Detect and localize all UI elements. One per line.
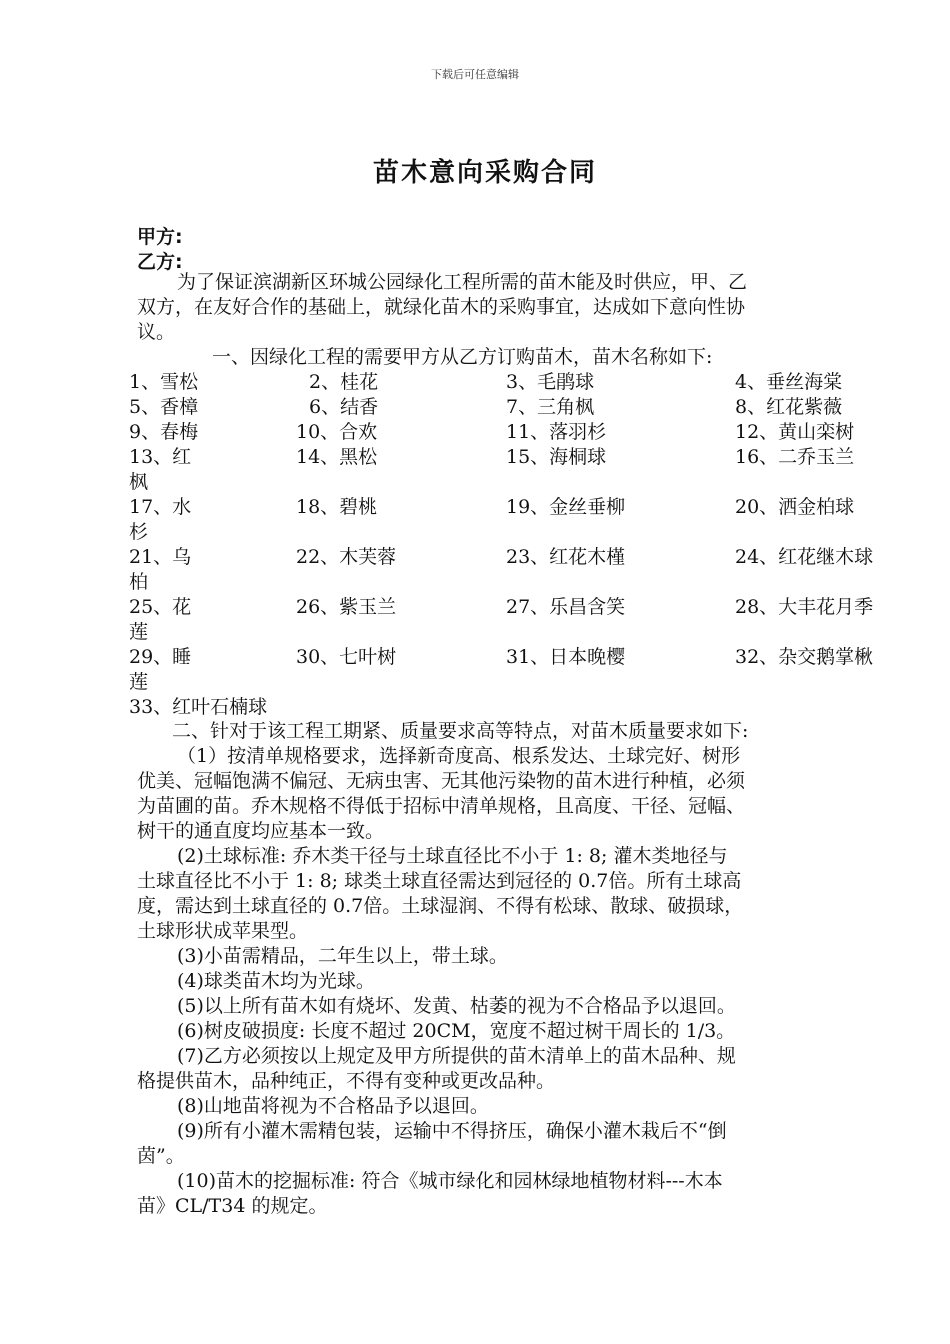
plant-list-item: 10、合欢 xyxy=(296,421,378,443)
section-1-heading: 一、因绿化工程的需要甲方从乙方订购苗木，苗木名称如下: xyxy=(212,346,713,368)
header-note: 下载后可任意编辑 xyxy=(431,68,519,81)
requirement-line: 茵”。 xyxy=(137,1145,185,1167)
party-a-label: 甲方: xyxy=(137,226,183,248)
plant-list-item: 12、黄山栾树 xyxy=(735,421,855,443)
intro-line: 为了保证滨湖新区环城公园绿化工程所需的苗木能及时供应，甲、乙 xyxy=(177,271,748,293)
plant-list-item: 6、结香 xyxy=(309,396,379,418)
document-title: 苗木意向采购合同 xyxy=(372,158,597,188)
plant-list-item: 27、乐昌含笑 xyxy=(506,596,626,618)
plant-list-item: 16、二乔玉兰 xyxy=(735,446,855,468)
plant-list-item: 32、杂交鹅掌楸 xyxy=(735,646,874,668)
plant-list-item: 26、紫玉兰 xyxy=(296,596,397,618)
requirement-line: (6)树皮破损度: 长度不超过 20CM，宽度不超过树干周长的 1/3。 xyxy=(177,1020,736,1042)
plant-list-item: 7、三角枫 xyxy=(506,396,595,418)
plant-list-item: 30、七叶树 xyxy=(296,646,397,668)
plant-list-item: 21、乌 xyxy=(129,546,192,568)
requirement-line: 格提供苗木，品种纯正，不得有变种或更改品种。 xyxy=(137,1070,556,1092)
plant-list-item: 11、落羽杉 xyxy=(506,421,607,443)
plant-list-item: 13、红 xyxy=(129,446,192,468)
plant-list-continuation: 柏 xyxy=(129,571,149,593)
requirement-line: （1）按清单规格要求，选择新奇度高、根系发达、土球完好、树形 xyxy=(177,745,741,767)
plant-list-item: 25、花 xyxy=(129,596,192,618)
plant-list-item: 9、春梅 xyxy=(129,421,199,443)
requirement-line: 土球形状成苹果型。 xyxy=(137,920,309,942)
plant-list-item: 23、红花木槿 xyxy=(506,546,626,568)
requirement-line: 为苗圃的苗。乔木规格不得低于招标中清单规格，且高度、干径、冠幅、 xyxy=(137,795,746,817)
plant-list-continuation: 莲 xyxy=(129,621,149,643)
intro-line: 议。 xyxy=(137,321,176,343)
plant-list-continuation: 杉 xyxy=(129,521,149,543)
plant-list-item: 18、碧桃 xyxy=(296,496,378,518)
plant-list-item: 15、海桐球 xyxy=(506,446,607,468)
party-b-label: 乙方: xyxy=(137,251,183,273)
requirement-line: (4)球类苗木均为光球。 xyxy=(177,970,375,992)
plant-list-item: 2、桂花 xyxy=(309,371,379,393)
plant-list-item: 20、洒金柏球 xyxy=(735,496,855,518)
requirement-line: (9)所有小灌木需精包装，运输中不得挤压，确保小灌木栽后不“倒 xyxy=(177,1120,727,1142)
plant-list-continuation: 莲 xyxy=(129,671,149,693)
requirement-line: 土球直径比不小于 1: 8; 球类土球直径需达到冠径的 0.7倍。所有土球高 xyxy=(137,870,742,892)
requirement-line: (8)山地苗将视为不合格品予以退回。 xyxy=(177,1095,489,1117)
requirement-line: 优美、冠幅饱满不偏冠、无病虫害、无其他污染物的苗木进行种植，必须 xyxy=(137,770,746,792)
plant-list-item: 4、垂丝海棠 xyxy=(735,371,843,393)
intro-line: 双方，在友好合作的基础上，就绿化苗木的采购事宜，达成如下意向性协 xyxy=(137,296,746,318)
requirement-line: (7)乙方必须按以上规定及甲方所提供的苗木清单上的苗木品种、规 xyxy=(177,1045,736,1067)
requirement-line: 度，需达到土球直径的 0.7倍。土球湿润、不得有松球、散球、破损球， xyxy=(137,895,744,917)
requirement-line: 苗》CL/T34 的规定。 xyxy=(137,1195,328,1217)
requirement-line: (10)苗木的挖掘标准: 符合《城市绿化和园林绿地植物材料---木本 xyxy=(177,1170,723,1192)
plant-list-item: 5、香樟 xyxy=(129,396,199,418)
plant-list-item: 17、水 xyxy=(129,496,192,518)
requirement-line: (2)土球标准: 乔木类干径与土球直径比不小于 1: 8; 灌木类地径与 xyxy=(177,845,728,867)
plant-list-item: 31、日本晚樱 xyxy=(506,646,626,668)
requirement-line: 树干的通直度均应基本一致。 xyxy=(137,820,385,842)
plant-list-item: 29、睡 xyxy=(129,646,192,668)
plant-list-item: 24、红花继木球 xyxy=(735,546,874,568)
requirement-line: (5)以上所有苗木如有烧坏、发黄、枯萎的视为不合格品予以退回。 xyxy=(177,995,736,1017)
plant-list-item: 28、大丰花月季 xyxy=(735,596,874,618)
plant-list-item: 14、黑松 xyxy=(296,446,378,468)
plant-list-continuation: 枫 xyxy=(129,471,149,493)
requirement-line: (3)小苗需精品，二年生以上，带土球。 xyxy=(177,945,508,967)
section-2-heading: 二、针对于该工程工期紧、质量要求高等特点，对苗木质量要求如下: xyxy=(172,720,749,742)
plant-list-item: 19、金丝垂柳 xyxy=(506,496,626,518)
plant-list-continuation: 33、红叶石楠球 xyxy=(129,696,268,718)
plant-list-item: 8、红花紫薇 xyxy=(735,396,843,418)
plant-list-item: 3、毛鹃球 xyxy=(506,371,595,393)
plant-list-item: 1、雪松 xyxy=(129,371,199,393)
plant-list-item: 22、木芙蓉 xyxy=(296,546,397,568)
